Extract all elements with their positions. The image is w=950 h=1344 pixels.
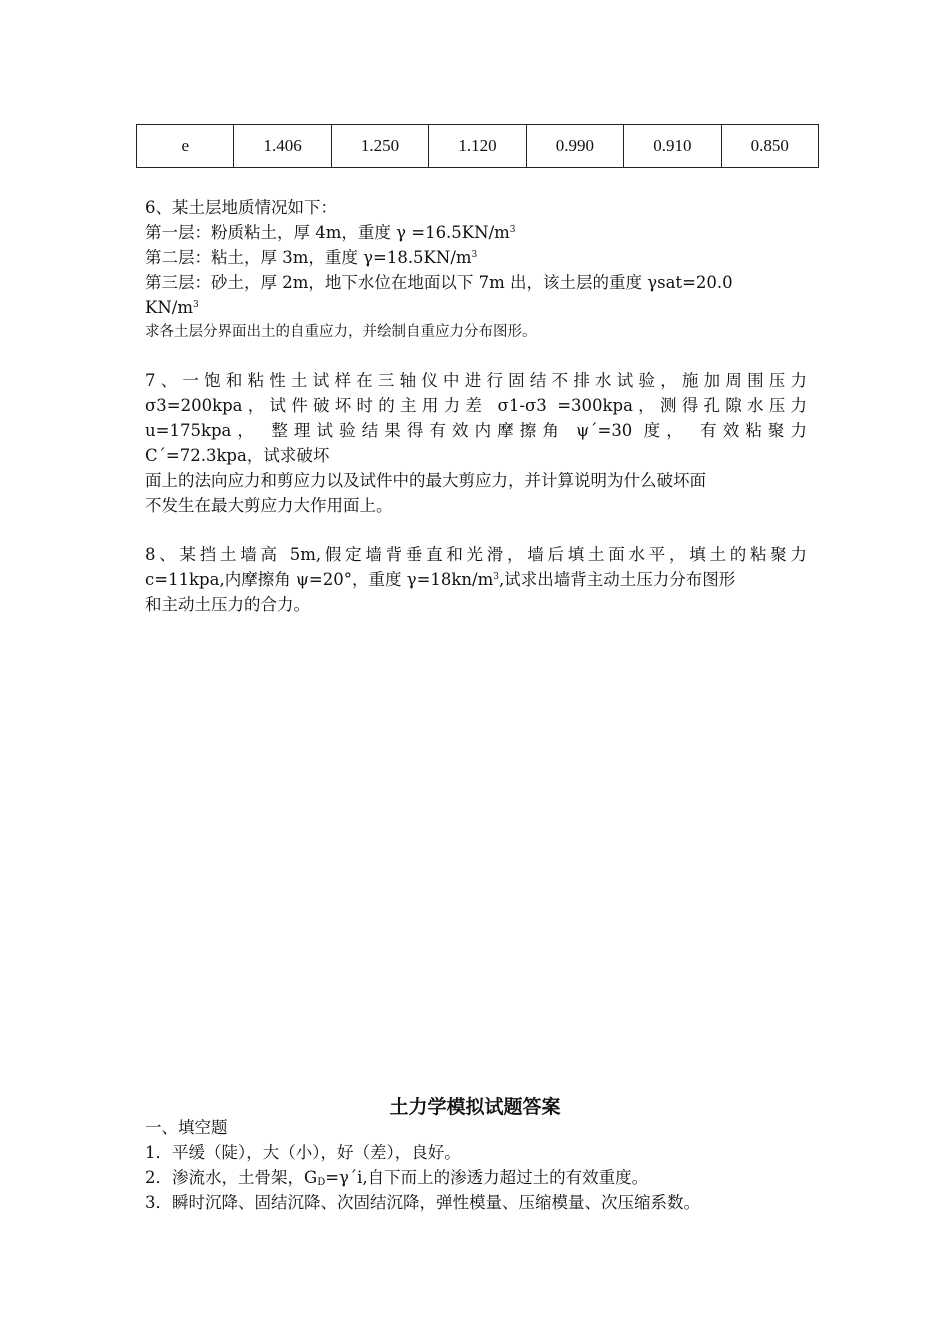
question-7 [145, 368, 807, 518]
answers-section-heading: 一、填空题 [145, 1118, 228, 1137]
table-cell: 1.250 [331, 125, 428, 168]
q6-layer-3-unit: $KN/m^3$ [145, 298, 199, 317]
q6-ask: 求各土层分界面出土的自重应力，并绘制自重应力分布图形。 [145, 324, 537, 340]
answer-3: 3．瞬时沉降、固结沉降、次固结沉降，弹性模量、压缩模量、次压缩系数。 [145, 1193, 700, 1212]
q7-line-5: 面上的法向应力和剪应力以及试件中的最大剪应力，并计算说明为什么破坏面 [145, 471, 706, 490]
table-cell: 1.406 [234, 125, 331, 168]
void-ratio-table [136, 124, 819, 168]
answer-1: 1．平缓（陡），大（小），好（差），良好。 [145, 1143, 461, 1162]
q7-line-6: 不发生在最大剪应力大作用面上。 [145, 496, 393, 515]
q8-line-1: 8、某挡土墙高 5m,假定墙背垂直和光滑，墙后填土面水平，填土的粘聚力 [145, 545, 807, 564]
table-cell: 1.120 [429, 125, 526, 168]
table-cell: 0.910 [624, 125, 721, 168]
question-6 [145, 195, 807, 345]
table-cell: 0.990 [526, 125, 623, 168]
table-row [137, 125, 819, 168]
answers-title: 土力学模拟试题答案 [389, 1096, 561, 1118]
q7-line-1: 7、一饱和粘性土试样在三轴仪中进行固结不排水试验，施加周围压力 [145, 371, 807, 390]
q8-line-2: c=11kpa,内摩擦角 ψ=20°，重度 $\gamma=18kn/m^3$,试求出墙背主动土压力分布图形 [145, 570, 736, 589]
q6-layer-2: 第二层：粘土，厚 3m，重度 $\gamma=18.5KN/m^3$ [145, 248, 478, 267]
q6-intro: 6、某土层地质情况如下： [145, 198, 337, 217]
q6-layer-1: 第一层：粉质粘土，厚 4m，重度 $\gamma =16.5KN/m^3$ [145, 223, 516, 242]
q6-layer-3: 第三层：砂土，厚 2m，地下水位在地面以下 7m 出，该土层的重度 γsat=20.0 [145, 273, 733, 292]
question-8 [145, 542, 807, 617]
table-cell: 0.850 [721, 125, 818, 168]
answer-2: 2．渗流水，土骨架，$G_D=\gamma´i$,自下而上的渗透力超过土的有效重度。 [145, 1168, 649, 1188]
table-row-label: e [137, 125, 234, 168]
q7-line-2: σ3=200kpa，试件破坏时的主用力差 σ1-σ3 =300kpa，测得孔隙水压力 [145, 396, 807, 415]
q8-line-3: 和主动土压力的合力。 [145, 595, 310, 614]
q7-line-3: u=175kpa， 整理试验结果得有效内摩擦角 ψ´=30 度， 有效粘聚力 [145, 421, 807, 440]
answers-section [145, 1115, 807, 1215]
q7-line-4: C´=72.3kpa，试求破坏 [145, 446, 330, 465]
